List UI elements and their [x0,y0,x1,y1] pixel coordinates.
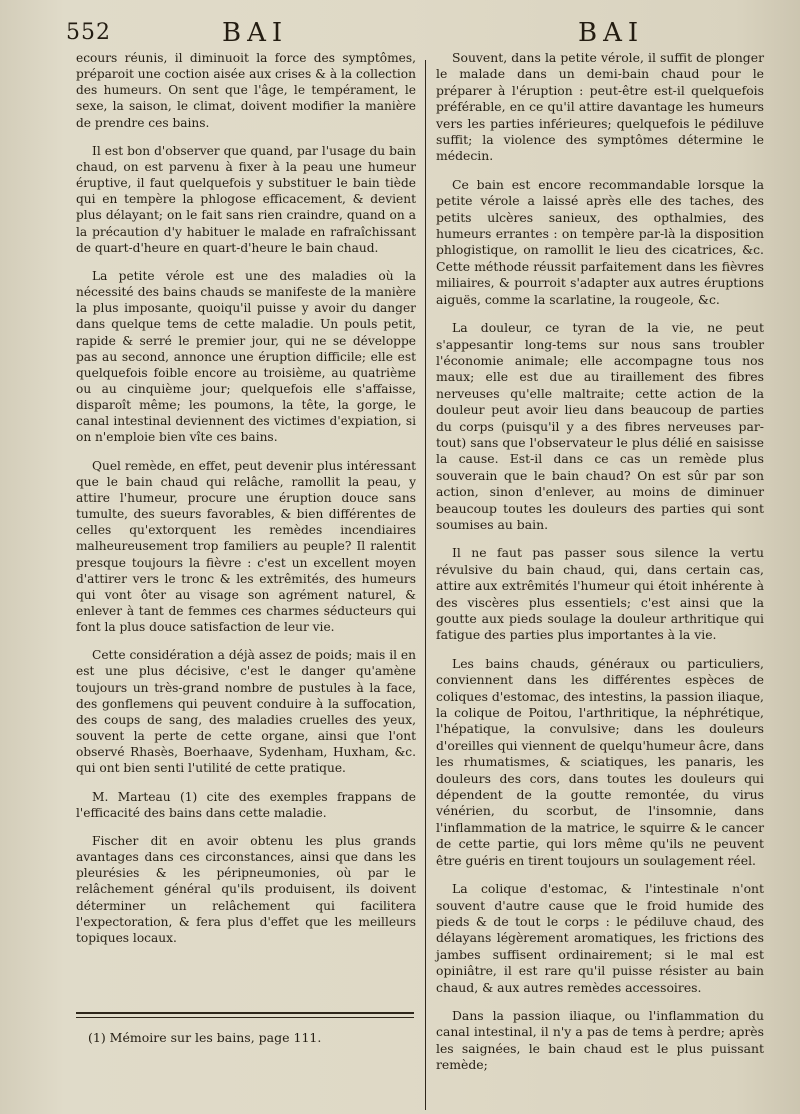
paragraph: Ce bain est encore recommandable lorsque la petite vérole a laissé après elle des taches, des petits ulcères sanieux, des opthalmies, des humeurs errantes : on tempère par-là la disposition phlogistique, on ramollit le lieu des cicatrices, &c. Cette méthode réussit parfaitement dans les fièvres miliaires, & pourroit s'adapter aux autres éruptions aiguës, comme la scarlatine, la rougeole, &c. [436,176,764,307]
footnote: (1) Mémoire sur les bains, page 111. [88,1030,322,1045]
paragraph: M. Marteau (1) cite des exemples frappans de l'efficacité des bains dans cette maladie. [76,789,416,820]
right-column [436,50,764,1086]
paragraph: Il est bon d'observer que quand, par l'usage du bain chaud, on est parvenu à fixer à la peau une humeur éruptive, il faut quelquefois y substituer le bain tiède qui en tempère la phlogose efficacement, & devient plus délayant; on le fait sans rien craindre, quand on a la précaution d'y habituer le malade en rafraîchissant de quart-d'heure en quart-d'heure le bain chaud. [76,143,416,255]
paragraph: Fischer dit en avoir obtenu les plus grands avantages dans ces circonstances, ainsi que dans les pleurésies & les péripneumonies, où par le relâchement général qu'ils produisent, ils doivent déterminer un relâchement qui facilitera l'expectoration, & fera plus d'effet que les meilleurs topiques locaux. [76,833,416,945]
running-head-left: BAI [222,18,289,48]
paragraph: La petite vérole est une des maladies où la nécessité des bains chauds se manifeste de la manière la plus imposante, quoiqu'il puisse y avoir du danger dans quelque tems de cette maladie. Un pouls petit, rapide & serré le premier jour, qui ne se développe pas au second, annonce une éruption difficile; elle est quelquefois foible encore au troisième, au quatrième ou au cinquième jour; quelquefois elle s'affaisse, disparoît même; les poumons, la tête, la gorge, le canal intestinal deviennent des victimes d'expiation, si on n'emploie bien vîte ces bains. [76,268,416,445]
paragraph: Souvent, dans la petite vérole, il suffit de plonger le malade dans un demi-bain chaud pour le préparer à l'éruption : peut-être est-il quelquefois préférable, en ce qu'il attire davantage les humeurs vers les parties inférieures; quelquefois le pédiluve suffit; la violence des symptômes détermine le médecin. [436,50,764,164]
footnote-rule-thin [76,1017,414,1018]
paragraph: Il ne faut pas passer sous silence la vertu révulsive du bain chaud, qui, dans certain cas, attire aux extrêmités l'humeur qui étoit inhérente à des viscères plus essentiels; c'est ainsi que la goutte aux pieds soulage la douleur arthritique qui fatigue des parties plus importantes à la vie. [436,545,764,643]
column-divider [425,60,426,1110]
paragraph: Quel remède, en effet, peut devenir plus intéressant que le bain chaud qui relâche, ramollit la peau, y attire l'humeur, procure une éruption douce sans tumulte, des sueurs favorables, & bien différentes de celles qu'extorquent les remèdes incendiaires malheureusement trop familiers au peuple? Il ralentit presque toujours la fièvre : c'est un excellent moyen d'attirer vers le tronc & les extrêmités, des humeurs qui vont ôter au visage son agrément naturel, & enlever à tant de femmes ces charmes séducteurs qui font la plus douce satisfaction de leur vie. [76,458,416,635]
paragraph: ecours réunis, il diminuoit la force des symptômes, préparoit une coction aisée aux crises & à la collection des humeurs. On sent que l'âge, le tempérament, le sexe, la saison, le climat, doivent modifier la manière de prendre ces bains. [76,51,416,130]
page-header [0,14,800,50]
running-head-right: BAI [578,18,645,48]
page-number: 552 [66,20,111,45]
footnote-rule [76,1012,414,1014]
paragraph: La douleur, ce tyran de la vie, ne peut s'appesantir long-tems sur nous sans troubler l'économie animale; elle accompagne tous nos maux; elle est due au tiraillement des fibres nerveuses qu'elle maltraite; cette action de la douleur peut avoir lieu dans beaucoup de parties du corps (puisqu'il y a des fibres nerveuses par-tout) sans que l'observateur le plus délié en saisisse la cause. Est-il dans ce cas un remède plus souverain que le bain chaud? On est sûr par son action, sinon d'enlever, au moins de diminuer beaucoup toutes les douleurs des parties qui sont soumises au bain. [436,320,764,532]
paragraph: Cette considération a déjà assez de poids; mais il en est une plus décisive, c'est le danger qu'amène toujours un très-grand nombre de pustules à la face, des gonflemens qui peuvent conduire à la suffocation, des coups de sang, des maladies cruelles des yeux, souvent la perte de cette organe, ainsi que l'ont observé Rhasès, Boerhaave, Sydenham, Huxham, &c. qui ont bien senti l'utilité de cette pratique. [76,648,416,776]
paragraph: Dans la passion iliaque, ou l'inflammation du canal intestinal, il n'y a pas de tems à perdre; après les saignées, le bain chaud est le plus puissant remède; [436,1007,764,1073]
paragraph: Les bains chauds, généraux ou particuliers, conviennent dans les différentes espèces de coliques d'estomac, des intestins, la passion iliaque, la colique de Poitou, l'arthritique, la néphrétique, l'hépatique, la convulsive; dans les douleurs d'oreilles qui viennent de quelqu'humeur âcre, dans les rhumatismes, & sciatiques, les panaris, les douleurs des cors, dans toutes les douleurs qui dépendent de la goutte remontée, du virus vénérien, du scorbut, de l'insomnie, dans l'inflammation de la matrice, le squirre & le cancer de cette partie, qui lors même qu'ils ne peuvent être guéris en tirent toujours un soulagement réel. [436,655,764,868]
paragraph: La colique d'estomac, & l'intestinale n'ont souvent d'autre cause que le froid humide des pieds & de tout le corps : le pédiluve chaud, des délayans légèrement aromatiques, les frictions des jambes suffisent ordinairement; si le mal est opiniâtre, il est rare qu'il puisse résister au bain chaud, & aux autres remèdes accessoires. [436,881,764,995]
left-column [76,50,416,958]
